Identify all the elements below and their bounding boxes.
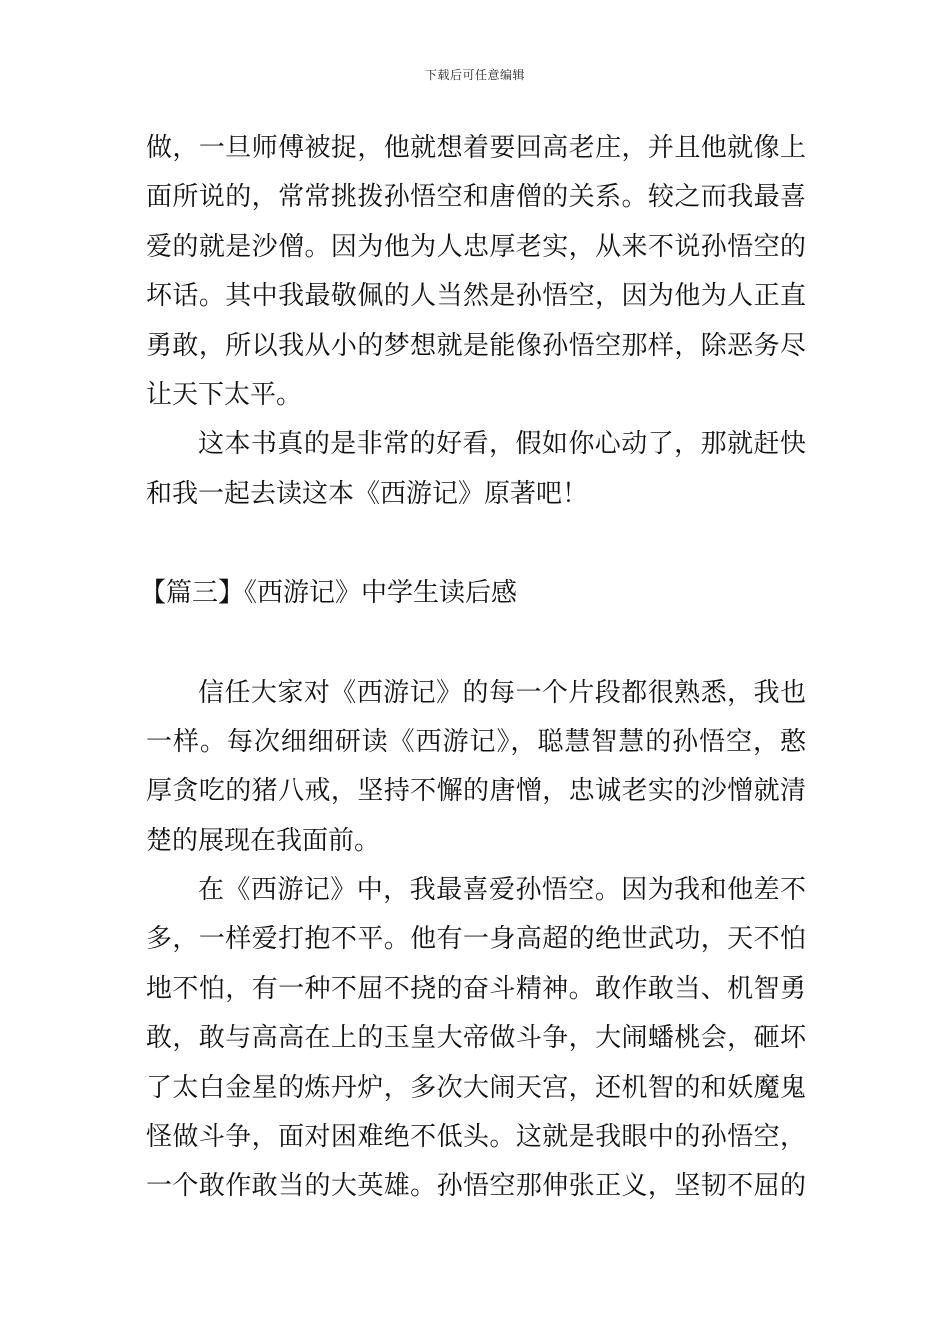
text-line: 让天下太平。: [146, 379, 303, 410]
text-line: 楚的展现在我面前。: [146, 825, 381, 856]
section-heading: 【篇三】《西游记》中学生读后感: [140, 578, 518, 609]
text-line: 勇敢，所以我从小的梦想就是能像孙悟空那样，除恶务尽: [146, 330, 806, 361]
text-line: 一样。每次细细研读《西游记》，聪慧智慧的孙悟空，憨: [146, 726, 806, 757]
text-line: 敢，敢与高高在上的玉皇大帝做斗争，大闹蟠桃会，砸坏: [146, 1023, 806, 1054]
paragraph: [146, 124, 806, 420]
text-line: 怪做斗争，面对困难绝不低头。这就是我眼中的孙悟空，: [146, 1122, 806, 1153]
text-line: 坏话。其中我最敬佩的人当然是孙悟空，因为他为人正直: [146, 281, 806, 312]
text-line: 地不怕，有一种不屈不挠的奋斗精神。敢作敢当、机智勇: [146, 973, 806, 1004]
text-line: 和我一起去读这本《西游记》原著吧！: [146, 478, 589, 509]
paragraph: [146, 420, 806, 519]
text-line: 在《西游记》中，我最喜爱孙悟空。因为我和他差不: [198, 875, 806, 906]
page-header: 下载后可任意编辑: [424, 68, 525, 82]
text-line: 一个敢作敢当的大英雄。孙悟空那伸张正义，坚韧不屈的: [146, 1171, 806, 1202]
text-line: 多，一样爱打抱不平。他有一身高超的绝世武功，天不怕: [146, 924, 806, 955]
text-line: 做，一旦师傅被捉，他就想着要回高老庄，并且他就像上: [146, 133, 806, 163]
text-line: 这本书真的是非常的好看，假如你心动了，那就赶快: [198, 429, 806, 460]
document-body: [140, 124, 806, 1212]
paragraph: [146, 669, 806, 867]
text-line: 面所说的，常常挑拨孙悟空和唐僧的关系。较之而我最喜: [146, 182, 806, 213]
text-line: 了太白金星的炼丹炉，多次大闹天宫，还机智的和妖魔鬼: [146, 1072, 806, 1103]
paragraph: [146, 866, 806, 1212]
text-line: 爱的就是沙僧。因为他为人忠厚老实，从来不说孙悟空的: [146, 231, 806, 262]
text-line: 信任大家对《西游记》的每一个片段都很熟悉，我也: [198, 677, 806, 708]
text-line: 厚贪吃的猪八戒，坚持不懈的唐憎，忠诚老实的沙憎就清: [146, 776, 806, 807]
